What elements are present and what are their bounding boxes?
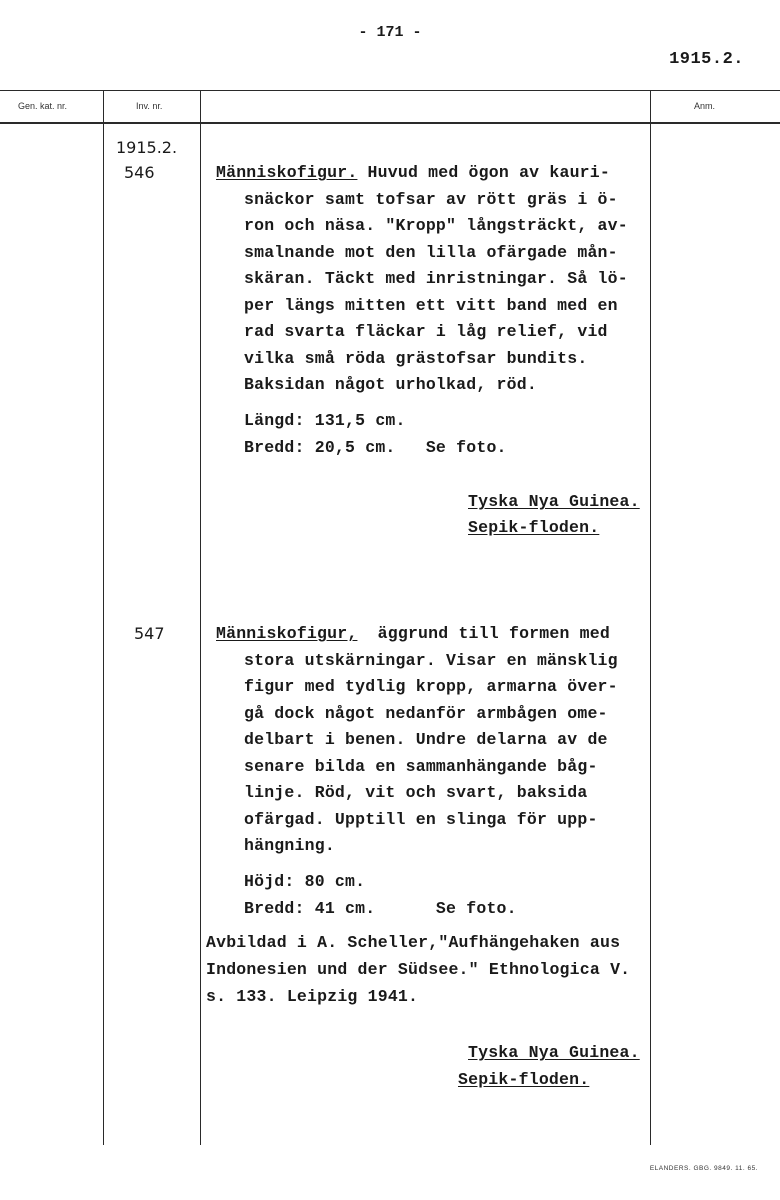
entry-first-line <box>216 621 610 648</box>
entry-body-line: delbart i benen. Undre delarna av de <box>244 730 608 749</box>
entry-body-line: rad svarta fläckar i låg relief, vid <box>244 322 608 341</box>
catalogue-reference: 1915.2. <box>669 50 744 69</box>
literature-reference-line: Avbildad i A. Scheller,"Aufhängehaken aus <box>206 933 621 952</box>
entry-measurement: Längd: 131,5 cm. <box>244 411 406 430</box>
entry-body-line: per längs mitten ett vitt band med en <box>244 296 618 315</box>
column-header-anm: Anm. <box>694 101 716 111</box>
entry-measurement: Bredd: 20,5 cm. Se foto. <box>244 438 507 457</box>
entry-first-line-text: Huvud med ögon av kauri- <box>357 163 610 182</box>
entry-locality: Sepik-floden. <box>458 1070 590 1089</box>
printer-imprint: ELANDERS. GBG. 9849. 11. 65. <box>649 1165 758 1172</box>
column-header-inv-nr: Inv. nr. <box>136 101 163 111</box>
entry-locality: Sepik-floden. <box>468 518 600 537</box>
accession-group-label: 1915.2. <box>116 138 178 157</box>
column-divider-anm <box>650 90 651 1145</box>
header-top-rule <box>0 90 780 91</box>
page-number: - 171 - <box>358 24 422 41</box>
entry-body-line: vilka små röda grästofsar bundits. <box>244 349 588 368</box>
entry-body-line: ron och näsa. "Kropp" långsträckt, av- <box>244 216 628 235</box>
entry-measurement: Höjd: 80 cm. <box>244 872 366 891</box>
entry-body-line: snäckor samt tofsar av rött gräs i ö- <box>244 190 618 209</box>
entry-title: Människofigur. <box>216 163 358 182</box>
entry-title: Människofigur, <box>216 624 358 643</box>
column-divider-gen-kat <box>103 90 104 1145</box>
entry-first-line-text: äggrund till formen med <box>357 624 610 643</box>
entry-body-line: Baksidan något urholkad, röd. <box>244 375 537 394</box>
column-header-gen-kat-nr: Gen. kat. nr. <box>18 101 68 111</box>
literature-reference-line: s. 133. Leipzig 1941. <box>206 987 419 1006</box>
entry-first-line <box>216 160 610 187</box>
entry-body-line: hängning. <box>244 836 335 855</box>
literature-reference-line: Indonesien und der Südsee." Ethnologica V. <box>206 960 631 979</box>
entry-locality: Tyska Nya Guinea. <box>468 492 640 511</box>
entry-body-line: senare bilda en sammanhängande båg- <box>244 757 598 776</box>
entry-measurement: Bredd: 41 cm. Se foto. <box>244 899 517 918</box>
entry-body-line: smalnande mot den lilla ofärgade mån- <box>244 243 618 262</box>
entry-inv-number: 546 <box>124 163 155 182</box>
entry-body-line: stora utskärningar. Visar en mänsklig <box>244 651 618 670</box>
entry-body-line: gå dock något nedanför armbågen ome- <box>244 704 608 723</box>
entry-body-line: skäran. Täckt med inristningar. Så lö- <box>244 269 628 288</box>
entry-body-line: figur med tydlig kropp, armarna över- <box>244 677 618 696</box>
entry-body-line: ofärgad. Upptill en slinga för upp- <box>244 810 598 829</box>
column-divider-inv <box>200 90 201 1145</box>
entry-locality: Tyska Nya Guinea. <box>468 1043 640 1062</box>
entry-inv-number: 547 <box>134 624 165 643</box>
header-bottom-rule <box>0 122 780 124</box>
entry-body-line: linje. Röd, vit och svart, baksida <box>244 783 588 802</box>
